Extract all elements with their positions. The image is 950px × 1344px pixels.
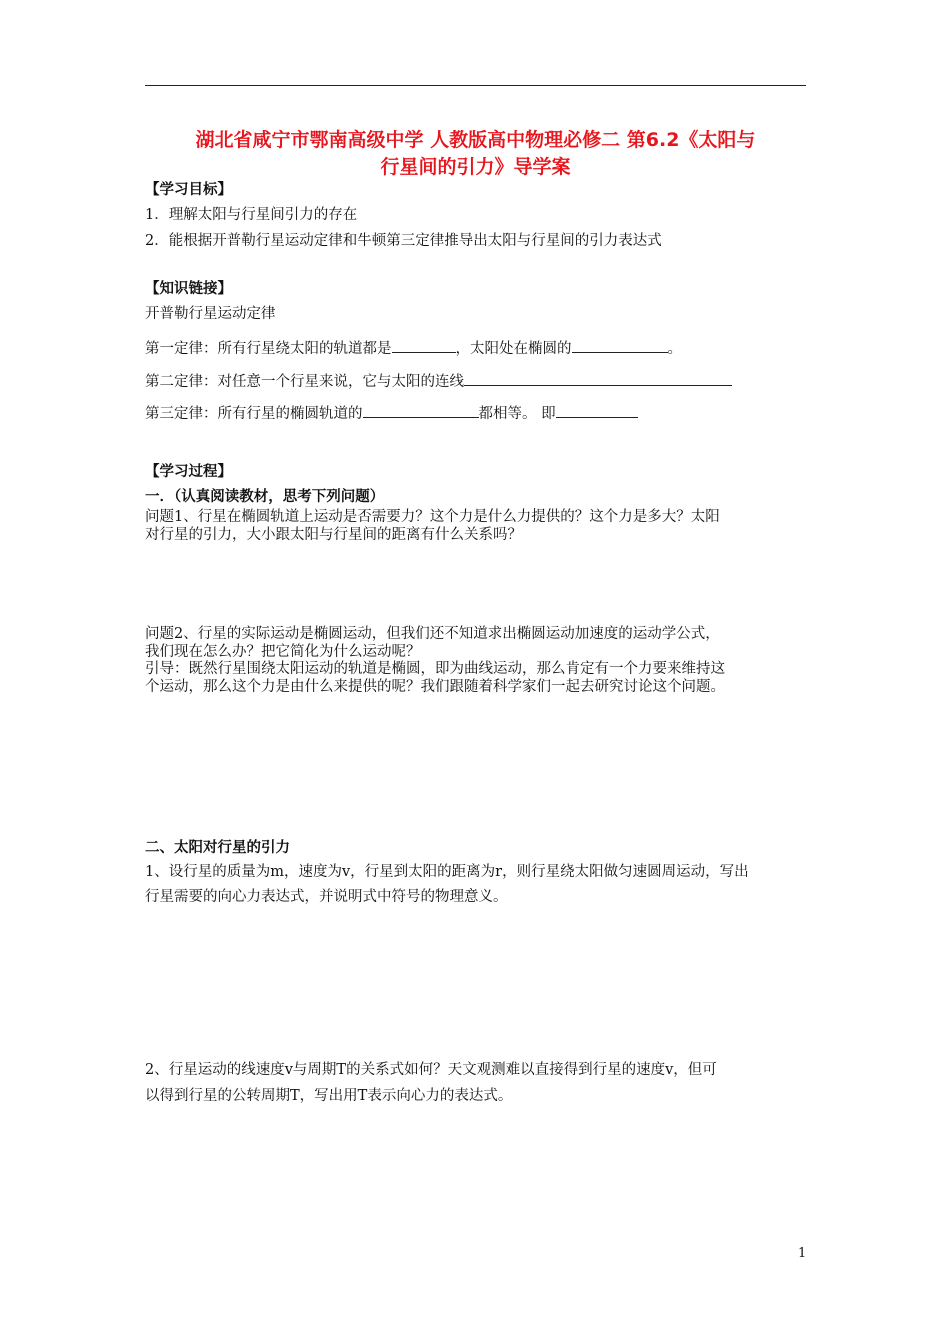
goal-item-2: 2．能根据开普勒行星运动定律和牛顿第三定律推导出太阳与行星间的引力表达式 (145, 233, 662, 249)
kepler-law-1 (145, 337, 682, 358)
section-1-heading: 一．（认真阅读教材，思考下列问题） (145, 489, 385, 505)
question-2-line-2: 我们现在怎么办？把它简化为什么运动呢？ (145, 644, 421, 660)
guide-line-1: 引导：既然行星围绕太阳运动的轨道是椭圆，即为曲线运动，那么肯定有一个力要来维持这 (145, 661, 725, 677)
law1-text-b: ，太阳处在椭圆的 (455, 341, 572, 357)
question-1-line-2: 对行星的引力，大小跟太阳与行星间的距离有什么关系吗？ (145, 527, 522, 543)
question-1-line-1: 问题1、行星在椭圆轨道上运动是否需要力？这个力是什么力提供的？这个力是多大？太阳 (145, 509, 720, 525)
law1-blank-1[interactable] (392, 338, 456, 353)
item-2-line-1: 2、行星运动的线速度v与周期T的关系式如何？天文观测难以直接得到行星的速度v，但可 (145, 1062, 717, 1078)
law3-text-a: 第三定律：所有行星的椭圆轨道的 (145, 406, 363, 422)
header-rule (145, 85, 806, 86)
law2-text-a: 第二定律：对任意一个行星来说，它与太阳的连线 (145, 374, 464, 390)
process-heading: 【学习过程】 (145, 464, 232, 480)
law1-blank-2[interactable] (572, 338, 668, 353)
knowledge-heading: 【知识链接】 (145, 281, 232, 297)
document-title-line-1: 湖北省咸宁市鄂南高级中学 人教版高中物理必修二 第6.2《太阳与 (195, 129, 756, 151)
law1-text-c: 。 (667, 341, 682, 357)
kepler-laws-intro: 开普勒行星运动定律 (145, 306, 276, 322)
item-2-line-2: 以得到行星的公转周期T，写出用T表示向心力的表达式。 (145, 1088, 513, 1104)
law2-blank[interactable] (464, 371, 732, 386)
law3-blank-2[interactable] (556, 403, 638, 418)
section-2-heading: 二、太阳对行星的引力 (145, 840, 290, 856)
kepler-law-3 (145, 402, 638, 423)
law3-text-b: 都相等。 即 (478, 406, 556, 422)
document-title-line-2: 行星间的引力》导学案 (380, 156, 571, 178)
goal-item-1: 1．理解太阳与行星间引力的存在 (145, 207, 358, 223)
item-1-line-1: 1、设行星的质量为m，速度为v，行星到太阳的距离为r，则行星绕太阳做匀速圆周运动，写出 (145, 864, 749, 880)
item-1-line-2: 行星需要的向心力表达式，并说明式中符号的物理意义。 (145, 889, 508, 905)
kepler-law-2 (145, 370, 732, 391)
page-number: 1 (798, 1246, 807, 1261)
law3-blank-1[interactable] (363, 403, 479, 418)
goals-heading: 【学习目标】 (145, 182, 232, 198)
guide-line-2: 个运动，那么这个力是由什么来提供的呢？我们跟随着科学家们一起去研究讨论这个问题。 (145, 679, 725, 695)
law1-text-a: 第一定律：所有行星绕太阳的轨道都是 (145, 341, 392, 357)
question-2-line-1: 问题2、行星的实际运动是椭圆运动，但我们还不知道求出椭圆运动加速度的运动学公式， (145, 626, 720, 642)
